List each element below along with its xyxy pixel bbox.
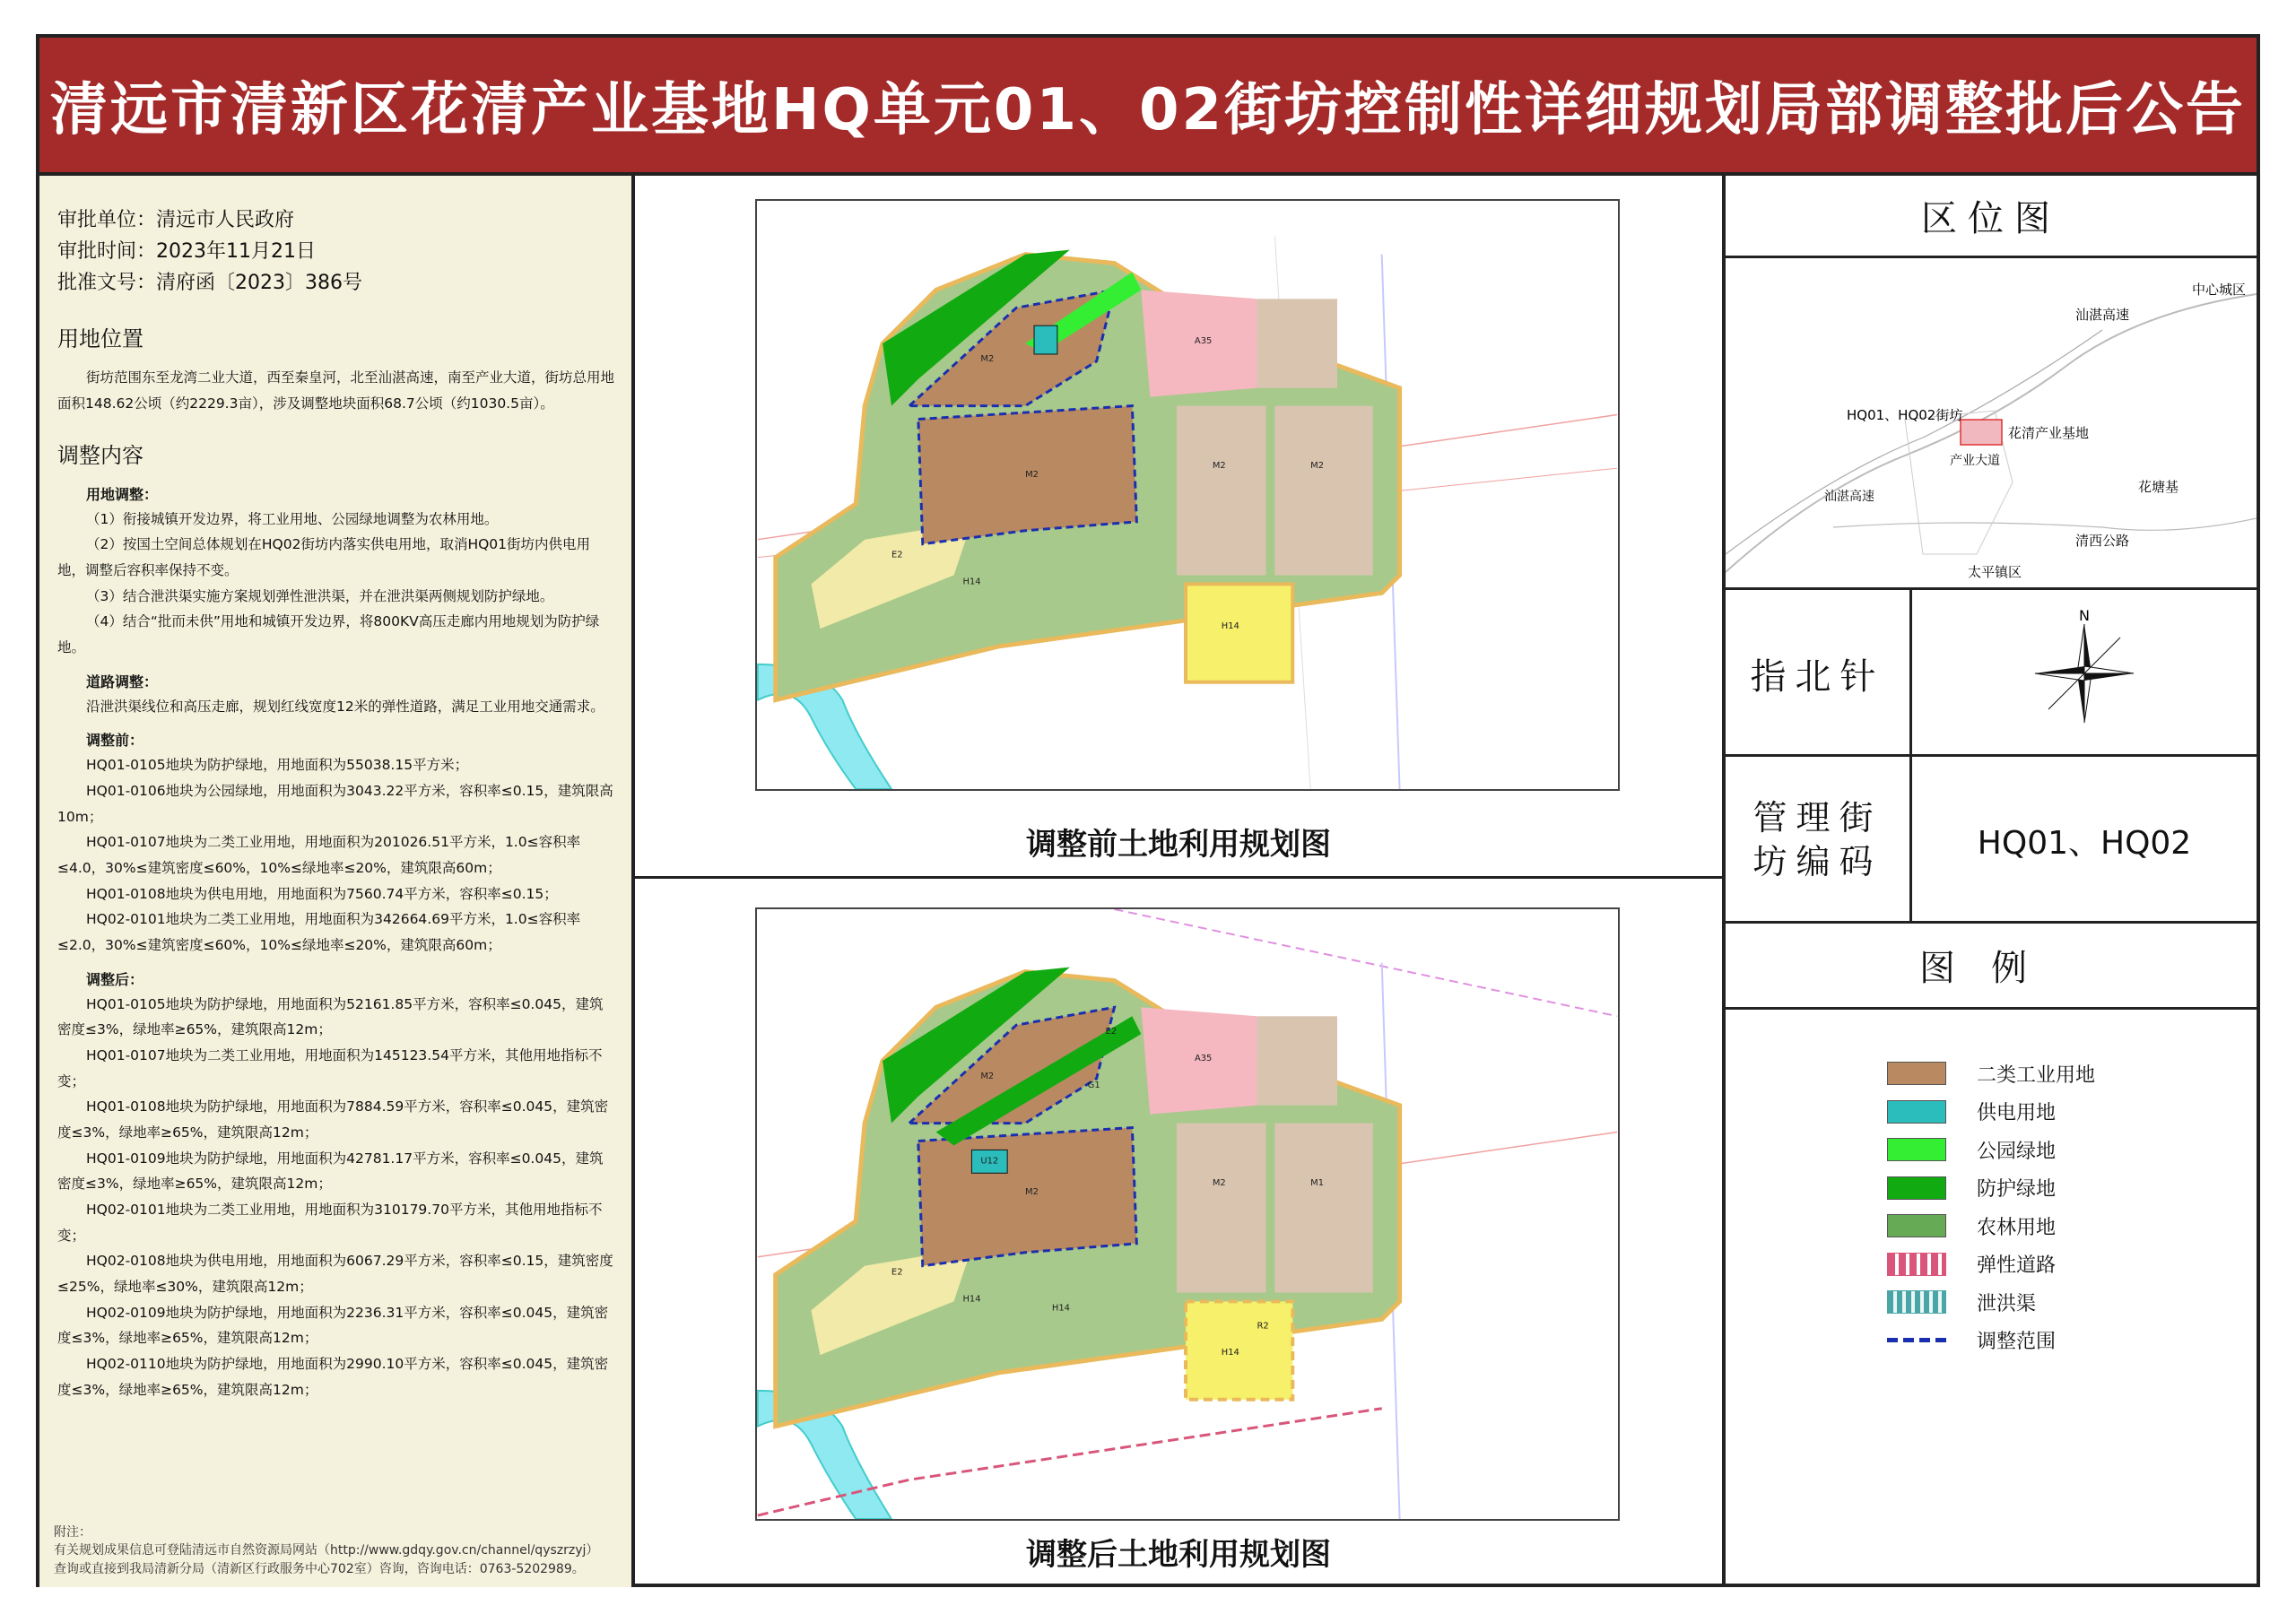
location-map[interactable] — [1726, 258, 2257, 590]
map-label: E2 — [891, 550, 903, 560]
legend-label: 供电用地 — [1977, 1102, 2057, 1125]
tan-block — [1257, 1016, 1337, 1105]
before-map-svg — [757, 201, 1618, 789]
legend-label: 泄洪渠 — [1977, 1292, 2037, 1315]
map-label: M2 — [980, 1071, 995, 1081]
tan-block — [1257, 299, 1337, 387]
map-label: U12 — [980, 1156, 999, 1167]
content-heading: 调整内容 — [57, 443, 144, 469]
tan-block — [1274, 406, 1372, 576]
legend-swatch — [1887, 1253, 1946, 1276]
approval-doc: 批准文号：清府函〔2023〕386号 — [57, 272, 362, 295]
legend-swatch — [1887, 1176, 1946, 1200]
legend-item — [1887, 1322, 2095, 1360]
map-label: E2 — [1105, 1027, 1118, 1037]
map-label: M2 — [1025, 1187, 1039, 1198]
map-label: A35 — [1194, 336, 1213, 347]
location-label: 清西公路 — [2075, 533, 2130, 549]
map-label: H14 — [962, 1294, 981, 1305]
legend-item — [1887, 1055, 2095, 1093]
location-label: 产业大道 — [1950, 454, 2000, 468]
after-item: HQ01-0107地块为二类工业用地，用地面积为145123.54平方米，其他用地指标不变； — [57, 1047, 603, 1089]
map-label: M2 — [1212, 461, 1226, 472]
map-label: H14 — [962, 577, 981, 587]
title-bar — [39, 38, 2257, 176]
approval-unit: 审批单位：清远市人民政府 — [57, 209, 295, 231]
legend-swatch — [1887, 1062, 1946, 1085]
location-map-svg — [1726, 258, 2257, 590]
legend-item — [1887, 1207, 2095, 1245]
land-item: （4）结合“批而未供”用地和城镇开发边界，将800KV高压走廊内用地规划为防护绿地。 — [57, 613, 600, 656]
north-arrow-icon — [1912, 590, 2257, 757]
legend-swatch — [1887, 1214, 1946, 1237]
map-label: H14 — [1051, 1303, 1070, 1314]
map-label: G1 — [1087, 1080, 1100, 1090]
before-heading: 调整前： — [86, 732, 144, 750]
after-map-caption: 调整后土地利用规划图 — [1026, 1537, 1331, 1573]
legend — [1887, 1055, 2095, 1359]
note-line: 有关规划成果信息可登陆清远市自然资源局网站（http://www.gdqy.gov.cn/channel/qyszrzyj） — [54, 1543, 599, 1558]
road-heading: 道路调整： — [86, 673, 159, 690]
approval-time: 审批时间：2023年11月21日 — [57, 240, 316, 264]
text-panel — [39, 176, 635, 1587]
location-label: 汕湛高速 — [1824, 490, 1874, 504]
after-item: HQ02-0108地块为供电用地，用地面积为6067.29平方米，容积率≤0.15，建筑密度≤25%，绿地率≤30%，建筑限高12m； — [57, 1253, 613, 1296]
info-panel — [1726, 176, 2257, 1587]
tan-block — [1177, 1124, 1265, 1293]
legend-label: 农林用地 — [1977, 1216, 2057, 1239]
legend-item — [1887, 1169, 2095, 1208]
legend-swatch — [1887, 1338, 1946, 1342]
tan-block — [1274, 1124, 1372, 1293]
page-title: 清远市清新区花清产业基地HQ单元01、02街坊控制性详细规划局部调整批后公告 — [49, 77, 2247, 143]
land-item: （2）按国土空间总体规划在HQ02街坊内落实供电用地，取消HQ01街坊内供电用地，调整后容积率保持不变。 — [57, 536, 591, 579]
legend-label: 弹性道路 — [1977, 1254, 2057, 1278]
map-label: M2 — [980, 353, 995, 364]
map-label: M1 — [1310, 1178, 1325, 1189]
legend-item — [1887, 1093, 2095, 1132]
legend-item — [1887, 1131, 2095, 1169]
legend-swatch — [1887, 1100, 1946, 1124]
location-label: HQ01、HQ02街坊 — [1847, 407, 1963, 423]
legend-swatch — [1887, 1290, 1946, 1314]
location-label: 汕湛高速 — [2075, 307, 2130, 323]
after-map[interactable] — [755, 907, 1620, 1521]
before-map[interactable] — [755, 199, 1620, 791]
before-item: HQ01-0107地块为二类工业用地，用地面积为201026.51平方米，1.0≤容积率≤4.0，30%≤建筑密度≤60%，10%≤绿地率≤20%，建筑限高60m； — [57, 834, 581, 877]
after-map-section — [635, 879, 1722, 1587]
compass-rose-icon — [2022, 606, 2147, 741]
map-label: M2 — [1212, 1178, 1226, 1189]
map-label: E2 — [891, 1267, 903, 1278]
note-line: 附注： — [54, 1525, 91, 1541]
map-label: H14 — [1221, 621, 1239, 632]
legend-label: 公园绿地 — [1977, 1140, 2057, 1163]
legend-label: 防护绿地 — [1977, 1178, 2057, 1202]
note-line: 查询或直接到我局清新分局（清新区行政服务中心702室）咨询，咨询电话：0763-5202989。 — [54, 1561, 585, 1576]
before-item: HQ01-0108地块为供电用地，用地面积为7560.74平方米，容积率≤0.15； — [86, 885, 558, 902]
legend-label: 调整范围 — [1977, 1331, 2057, 1354]
before-map-caption: 调整前土地利用规划图 — [1026, 827, 1331, 863]
location-label: 花清产业基地 — [2008, 425, 2090, 441]
residential-block — [1186, 584, 1292, 681]
location-text: 街坊范围东至龙湾二业大道，西至秦皇河，北至汕湛高速，南至产业大道，街坊总用地面积148.62公顷（约2229.3亩），涉及调整地块面积68.7公顷（约1030.5亩）。 — [57, 369, 615, 412]
land-item: （3）结合泄洪渠实施方案规划弹性泄洪渠，并在泄洪渠两侧规划防护绿地。 — [86, 587, 554, 604]
block-code-label: 管理街坊编码 — [1726, 757, 1912, 924]
legend-heading: 图例 — [1726, 924, 2257, 1010]
before-item: HQ01-0106地块为公园绿地，用地面积为3043.22平方米，容积率≤0.15，建筑限高10m； — [57, 783, 613, 825]
location-heading: 用地位置 — [57, 325, 144, 352]
notice-frame — [36, 34, 2260, 1587]
after-item: HQ02-0109地块为防护绿地，用地面积为2236.31平方米，容积率≤0.045，建筑密度≤3%，绿地率≥65%，建筑限高12m； — [57, 1304, 609, 1347]
power-lot — [1034, 325, 1057, 354]
legend-label: 二类工业用地 — [1977, 1063, 2096, 1087]
land-heading: 用地调整： — [86, 485, 159, 503]
maps-panel — [635, 176, 1726, 1587]
after-item: HQ01-0109地块为防护绿地，用地面积为42781.17平方米，容积率≤0.045，建筑密度≤3%，绿地率≥65%，建筑限高12m； — [57, 1150, 604, 1193]
map-label: H14 — [1221, 1348, 1239, 1358]
after-item: HQ02-0110地块为防护绿地，用地面积为2990.10平方米，容积率≤0.045，建筑密度≤3%，绿地率≥65%，建筑限高12m； — [57, 1356, 609, 1398]
location-label: 中心城区 — [2192, 282, 2247, 298]
map-label: M2 — [1025, 470, 1039, 481]
after-heading: 调整后： — [86, 970, 144, 988]
land-item: （1）衔接城镇开发边界，将工业用地、公园绿地调整为农林用地。 — [86, 510, 499, 527]
road-text: 沿泄洪渠线位和高压走廊，规划红线宽度12米的弹性道路，满足工业用地交通需求。 — [86, 698, 604, 715]
block-code-value: HQ01、HQ02 — [1977, 824, 2192, 862]
legend-swatch — [1887, 1138, 1946, 1161]
after-map-svg — [757, 909, 1618, 1519]
north-arrow-label: 指北针 — [1726, 590, 1912, 757]
after-item: HQ02-0101地块为二类工业用地，用地面积为310179.70平方米，其他用地指标不变； — [57, 1202, 603, 1244]
legend-item — [1887, 1283, 2095, 1322]
before-map-section — [635, 176, 1722, 879]
map-label: A35 — [1194, 1054, 1213, 1064]
map-label: R2 — [1257, 1321, 1269, 1332]
map-label: M2 — [1310, 461, 1325, 472]
block-code-row — [1726, 757, 2257, 924]
hq-site-marker — [1961, 420, 2002, 445]
location-label: 太平镇区 — [1968, 564, 2022, 580]
before-item: HQ02-0101地块为二类工业用地，用地面积为342664.69平方米，1.0≤容积率≤2.0，30%≤建筑密度≤60%，10%≤绿地率≤20%，建筑限高60m； — [57, 911, 581, 954]
location-label: 花塘基 — [2138, 479, 2179, 495]
north-letter: N — [2079, 607, 2090, 624]
location-map-heading: 区位图 — [1726, 176, 2257, 258]
tan-block — [1177, 406, 1265, 576]
legend-item — [1887, 1245, 2095, 1284]
north-arrow-row — [1726, 590, 2257, 757]
after-item: HQ01-0105地块为防护绿地，用地面积为52161.85平方米，容积率≤0.045，建筑密度≤3%，绿地率≥65%，建筑限高12m； — [57, 995, 604, 1038]
before-item: HQ01-0105地块为防护绿地，用地面积为55038.15平方米； — [86, 757, 469, 774]
footnote — [54, 1523, 598, 1578]
after-item: HQ01-0108地块为防护绿地，用地面积为7884.59平方米，容积率≤0.045，建筑密度≤3%，绿地率≥65%，建筑限高12m； — [57, 1098, 609, 1141]
